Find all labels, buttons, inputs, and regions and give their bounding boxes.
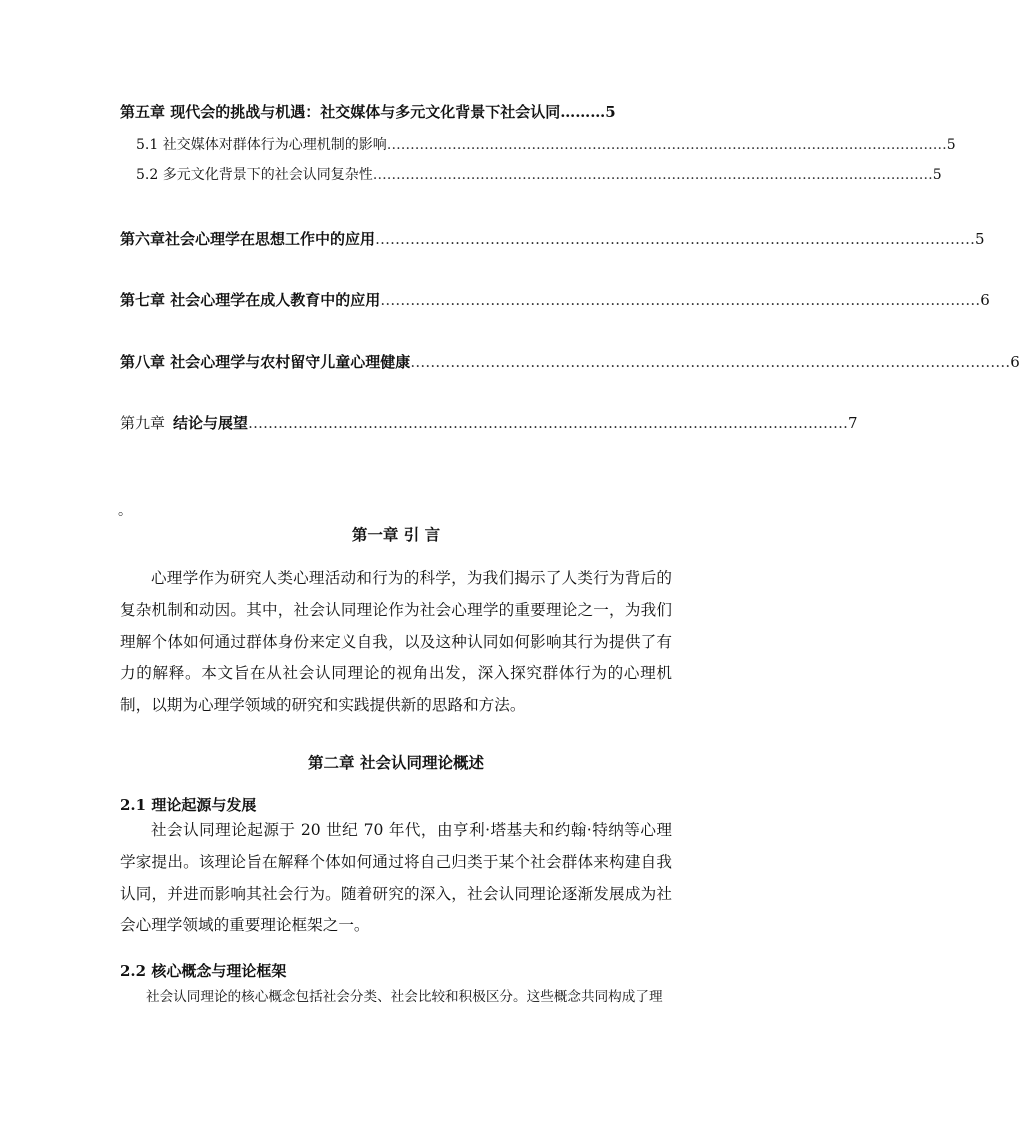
toc-title: 第七章 社会心理学在成人教育中的应用 <box>120 291 381 309</box>
toc-leader-dots: ………………………………………………………………………………………………………… <box>248 414 849 432</box>
chapter-1-title: 第一章 引 言 <box>351 525 441 544</box>
section-2-2-paragraph: 社会认同理论的核心概念包括社会分类、社会比较和积极区分。这些概念共同构成了理 <box>146 989 663 1005</box>
toc-leader-dots: ………………………………………………………………………………………………………… <box>410 353 1011 371</box>
toc-page-number: 6 <box>1010 353 1020 371</box>
toc-title: 第八章 社会心理学与农村留守儿童心理健康 <box>120 353 411 371</box>
toc-page-number: 5 <box>605 103 616 121</box>
toc-title: 结论与展望 <box>173 414 249 432</box>
stray-period-mark: 。 <box>118 503 132 519</box>
toc-leader-dots: ………………………………………………………………………………………………………… <box>375 230 976 248</box>
toc-entry-chapter-8[interactable] <box>120 351 1020 372</box>
toc-entry-chapter-9[interactable] <box>120 412 858 433</box>
toc-chapter-prefix: 第九章 <box>120 414 166 432</box>
toc-leader-dots: ………………………………………………………………………………………………………… <box>372 167 933 183</box>
toc-title: 5.2 多元文化背景下的社会认同复杂性 <box>136 167 373 183</box>
toc-leader-dots: ………………………………………………………………………………………………………… <box>380 291 981 309</box>
toc-entry-chapter-5[interactable] <box>120 101 668 122</box>
toc-entry-section-5-1[interactable] <box>136 134 956 154</box>
section-2-1-heading: 2.1 理论起源与发展 <box>120 796 257 814</box>
section-2-2-heading: 2.2 核心概念与理论框架 <box>120 962 287 980</box>
toc-title: 第六章社会心理学在思想工作中的应用 <box>120 230 376 248</box>
toc-entry-section-5-2[interactable] <box>136 164 942 184</box>
toc-leader-dots: ………………………………………………………………………………………………………… <box>386 137 947 153</box>
toc-title: 第五章 现代会的挑战与机遇：社交媒体与多元文化背景下社会认同……… <box>120 103 606 121</box>
toc-page-number: 6 <box>980 291 990 309</box>
chapter-2-title: 第二章 社会认同理论概述 <box>308 753 484 772</box>
chapter-1-paragraph: 心理学作为研究人类心理活动和行为的科学，为我们揭示了人类行为背后的复杂机制和动因。其中，社会认同理论作为社会心理学的重要理论之一，为我们理解个体如何通过群体身份来定义自我，以及这种认同如何影响其行为提供了有力的解释。本文旨在从社会认同理论的视角出发，深入探究群体行为的心理机制，以期为心理学领域的研究和实践提供新的思路和方法。 <box>120 569 672 715</box>
toc-page-number: 5 <box>932 167 942 183</box>
toc-page-number: 5 <box>975 230 985 248</box>
toc-page-number: 7 <box>848 414 858 432</box>
toc-entry-chapter-7[interactable] <box>120 289 990 310</box>
toc-title: 5.1 社交媒体对群体行为心理机制的影响 <box>136 137 387 153</box>
section-2-1-paragraph: 社会认同理论起源于 20 世纪 70 年代，由亨利·塔基夫和约翰·特纳等心理学家提出。该理论旨在解释个体如何通过将自己归类于某个社会群体来构建自我认同，并进而影响其社会行为。随着研究的深入，社会认同理论逐渐发展成为社会心理学领域的重要理论框架之一。 <box>120 821 672 935</box>
toc-entry-chapter-6[interactable] <box>120 228 985 249</box>
toc-page-number: 5 <box>946 137 956 153</box>
